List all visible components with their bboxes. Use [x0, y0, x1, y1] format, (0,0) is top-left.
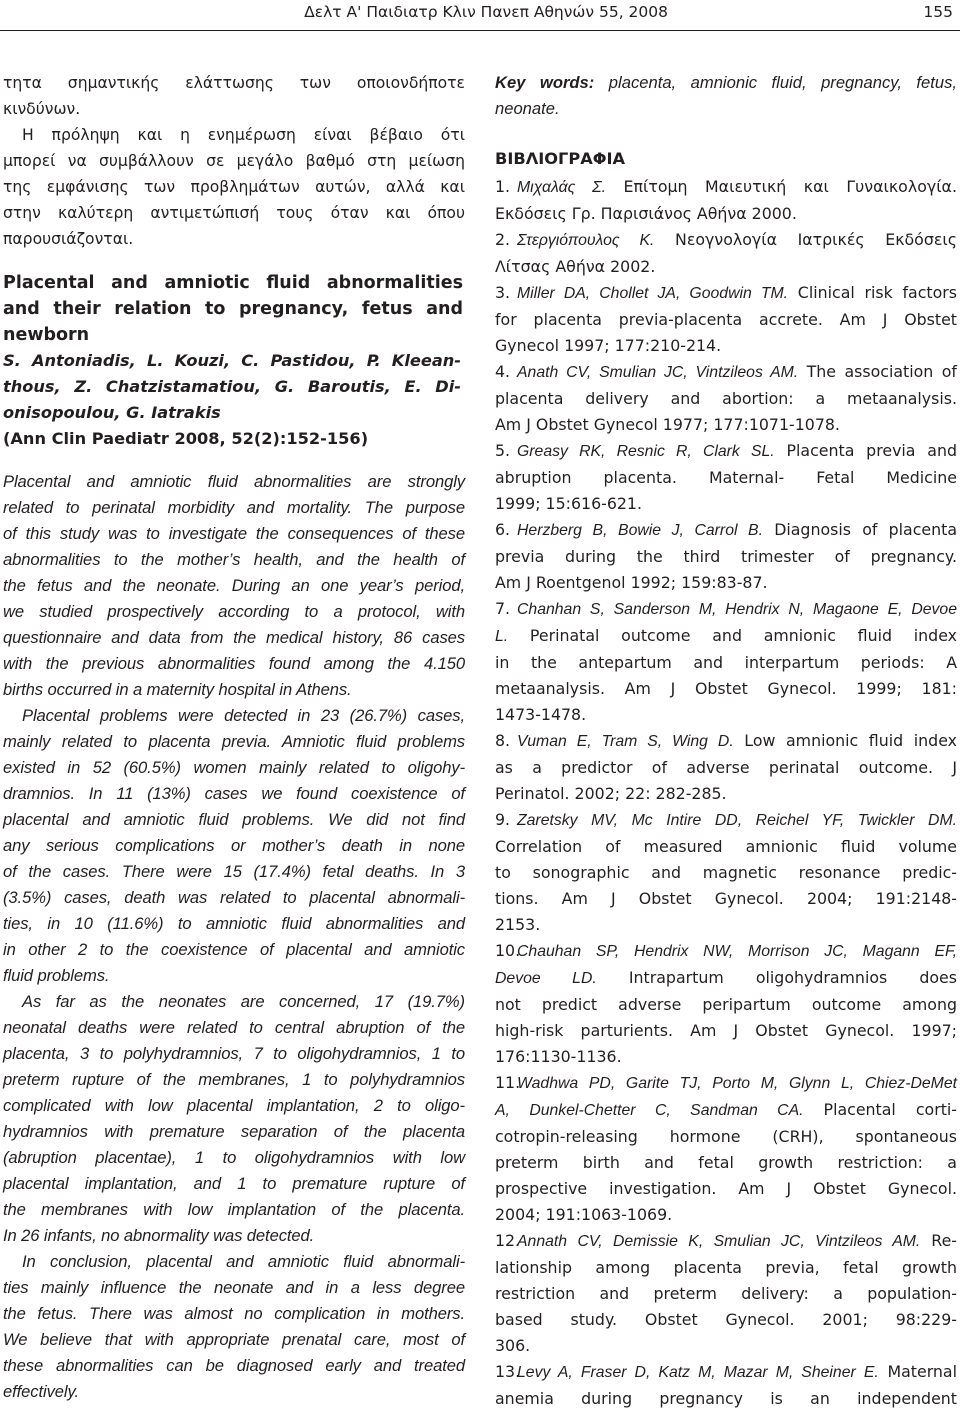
reference-text: The association of — [798, 362, 957, 381]
reference-text: 2153. — [495, 915, 541, 934]
article-citation: (Ann Clin Paediatr 2008, 52(2):152-156) — [3, 429, 369, 448]
abstract-line: births occurred in a maternity hospital in Athens. — [3, 680, 352, 699]
abstract-line: ties mainly influence the neonate and in a less degree — [3, 1278, 465, 1297]
article-title — [3, 270, 463, 348]
reference-authors: Vuman E, Tram S, Wing D. — [517, 733, 734, 750]
reference-text: Maternal — [878, 1362, 957, 1381]
abstract-line: hydramnios with premature separation of the placenta — [3, 1122, 465, 1141]
abstract-line: dramnios. In 11 (13%) cases we found coexistence of — [3, 784, 465, 803]
reference-text: in the antepartum and interpartum periods: A — [495, 653, 957, 672]
reference-text: Perinatal outcome and amnionic fluid index — [508, 626, 957, 645]
reference-list — [495, 174, 957, 1412]
abstract-line: of the cases. There were 15 (17.4%) fetal deaths. In 3 — [3, 862, 465, 881]
reference-text: Am J Roentgenol 1992; 159:83-87. — [495, 573, 768, 592]
text-line: Η πρόληψη και η ενημέρωση είναι βέβαιο ότι — [22, 126, 465, 144]
reference-text: Intrapartum oligohydramnios does — [596, 968, 957, 987]
reference-item — [495, 227, 957, 280]
abstract-line: mainly related to placenta previa. Amniotic fluid problems — [3, 732, 465, 751]
abstract-line: abnormalities to the mother’s health, and the health of — [3, 550, 465, 569]
reference-text: 2004; 191:1063-1069. — [495, 1205, 673, 1224]
abstract-line: with the previous abnormalities found among the 4.150 — [3, 654, 465, 673]
text-line: της εμφάνισης των προβλημάτων αυτών, αλλά και — [3, 178, 465, 196]
reference-text: as a predictor of adverse perinatal outcome. J — [495, 758, 957, 777]
abstract-line: the fetus and the neonate. During an one year’s period, — [3, 576, 465, 595]
reference-text: restriction and preterm delivery: a population- — [495, 1284, 957, 1303]
abstract-line: In 26 infants, no abnormality was detected. — [3, 1226, 315, 1245]
abstract-line: we studied prospectively according to a protocol, with — [3, 602, 465, 621]
reference-text: Diagnosis of placenta — [763, 520, 958, 539]
text-line: μπορεί να συμβάλλουν σε μεγάλο βαθμό στη μείωση — [3, 152, 465, 170]
right-column — [495, 70, 957, 1412]
reference-text: lationship among placenta previa, fetal growth — [495, 1258, 957, 1277]
reference-authors: A, Dunkel-Chetter C, Sandman CA. — [495, 1102, 804, 1119]
reference-authors: Στεργιόπουλος Κ. — [517, 232, 655, 249]
reference-authors: Chanhan S, Sanderson M, Hendrix N, Magaone E, Devoe — [517, 601, 957, 618]
reference-text: based study. Obstet Gynecol. 2001; 98:229- — [495, 1310, 957, 1329]
abstract-line: ties, in 10 (11.6%) to amniotic fluid abnormalities and — [3, 914, 465, 933]
reference-number: 13. — [495, 1362, 521, 1381]
reference-item — [495, 596, 957, 728]
reference-item — [495, 728, 957, 807]
abstract-line: questionnaire and data from the medical history, 86 cases — [3, 628, 465, 647]
reference-text: Low amnionic fluid index — [733, 731, 957, 750]
abstract-line: complicated with low placental implantation, 2 to oligo- — [3, 1096, 465, 1115]
reference-text: Gynecol 1997; 177:210-214. — [495, 336, 722, 355]
reference-item — [495, 438, 957, 517]
bibliography-heading: ΒΙΒΛΙΟΓΡΑΦΙΑ — [495, 149, 626, 168]
reference-authors: Herzberg B, Bowie J, Carrol B. — [517, 522, 763, 539]
keywords-line — [495, 70, 957, 96]
reference-text: Correlation of measured amnionic fluid volume — [495, 837, 957, 856]
abstract-line: existed in 52 (60.5%) women mainly related to oligohy- — [3, 758, 465, 777]
reference-text: placenta delivery and abortion: a metaanalysis. — [495, 389, 957, 408]
reference-text: anemia during pregnancy is an independent — [495, 1389, 957, 1408]
reference-authors: Wadhwa PD, Garite TJ, Porto M, Glynn L, Chiez-DeMet — [517, 1075, 957, 1092]
reference-text: Νεογνολογία Ιατρικές Εκδόσεις — [654, 230, 958, 249]
reference-text: tions. Am J Obstet Gynecol. 2004; 191:2148- — [495, 889, 957, 908]
abstract-line: As far as the neonates are concerned, 17 (19.7%) — [22, 992, 465, 1011]
abstract-line: (abruption placentae), 1 to oligohydramnios with low — [3, 1148, 465, 1167]
reference-text: abruption placenta. Maternal- Fetal Medicine — [495, 468, 957, 487]
reference-text: prospective investigation. Am J Obstet Gynecol. — [495, 1179, 957, 1198]
authors-line: onisopoulou, G. Iatrakis — [3, 403, 221, 422]
reference-item — [495, 280, 957, 359]
reference-authors: Zaretsky MV, Mc Intire DD, Reichel YF, Twickler DM. — [517, 812, 957, 829]
reference-authors: Chauhan SP, Hendrix NW, Morrison JC, Magann EF, — [517, 943, 957, 960]
reference-text: Perinatol. 2002; 22: 282-285. — [495, 784, 727, 803]
reference-number: 7. — [495, 599, 511, 618]
abstract-line: any serious complications or mother’s death in none — [3, 836, 465, 855]
text-line: στην καλύτερη αντιμετώπισή τους όταν και όπου — [3, 204, 465, 222]
reference-text: Λίτσας Αθήνα 2002. — [495, 257, 656, 276]
abstract-line: Placental and amniotic fluid abnormalities are strongly — [3, 472, 465, 491]
abstract-line: effectively. — [3, 1382, 79, 1401]
reference-number: 6. — [495, 520, 511, 539]
reference-text: high-risk parturients. Am J Obstet Gynecol. 1997; — [495, 1021, 957, 1040]
keywords-line: neonate. — [495, 99, 560, 118]
reference-text: Placenta previa and — [774, 441, 957, 460]
reference-number: 10. — [495, 941, 521, 960]
title-line: newborn — [3, 325, 90, 345]
reference-authors: Miller DA, Chollet JA, Goodwin TM. — [517, 285, 789, 302]
reference-text: 1999; 15:616-621. — [495, 494, 642, 513]
reference-item — [495, 517, 957, 596]
reference-authors: Anath CV, Smulian JC, Vintzileos AM. — [517, 364, 799, 381]
greek-text — [3, 70, 465, 252]
reference-text: preterm birth and fetal growth restriction: a — [495, 1153, 957, 1172]
abstract-line: preterm rupture of the membranes, 1 to polyhydramnios — [3, 1070, 465, 1089]
reference-text: Placental corti- — [803, 1100, 957, 1119]
reference-text: cotropin-releasing hormone (CRH), spontaneous — [495, 1127, 957, 1146]
article-authors — [3, 348, 461, 426]
reference-authors: Levy A, Fraser D, Katz M, Mazar M, Sheiner E. — [517, 1364, 879, 1381]
abstract-line: the membranes with low implantation of the placenta. — [3, 1200, 465, 1219]
reference-item — [495, 359, 957, 438]
reference-text: Επίτομη Μαιευτική και Γυναικολογία. — [606, 177, 957, 196]
reference-number: 2. — [495, 230, 511, 249]
reference-number: 4. — [495, 362, 511, 381]
title-line: and their relation to pregnancy, fetus and — [3, 299, 463, 319]
abstract-line: these abnormalities can be diagnosed early and treated — [3, 1356, 465, 1375]
reference-authors: Devoe LD. — [495, 970, 597, 987]
text-line: παρουσιάζονται. — [3, 230, 134, 248]
abstract-line: the fetus. There was almost no complication in mothers. — [3, 1304, 465, 1323]
authors-line: thous, Z. Chatzistamatiou, G. Baroutis, E. Di- — [3, 377, 461, 396]
text-line: τητα σημαντικής ελάττωσης των οποιονδήποτε — [3, 74, 465, 92]
reference-text: not predict adverse peripartum outcome among — [495, 995, 957, 1014]
reference-text: Re- — [920, 1231, 957, 1250]
reference-number: 12. — [495, 1231, 521, 1250]
reference-authors: L. — [495, 628, 509, 645]
abstract-line: of this study was to investigate the consequences of these — [3, 524, 465, 543]
abstract-line: placental implantation, and 1 to premature rupture of — [3, 1174, 465, 1193]
reference-text: Clinical risk factors — [788, 283, 957, 302]
running-header — [0, 0, 960, 30]
reference-number: 9. — [495, 810, 511, 829]
reference-item — [495, 807, 957, 938]
reference-text: metaanalysis. Am J Obstet Gynecol. 1999; 181: — [495, 679, 957, 698]
abstract-line: placenta, 3 to polyhydramnios, 7 to oligohydramnios, 1 to — [3, 1044, 465, 1063]
reference-authors: Annath CV, Demissie K, Smulian JC, Vintzileos AM. — [517, 1233, 921, 1250]
abstract-line: related to perinatal morbidity and mortality. The purpose — [3, 498, 465, 517]
reference-number: 11. — [495, 1073, 521, 1092]
reference-number: 5. — [495, 441, 511, 460]
reference-text: 1473-1478. — [495, 705, 587, 724]
reference-item — [495, 1228, 957, 1359]
reference-item — [495, 1359, 957, 1412]
abstract-line: In conclusion, placental and amniotic fluid abnormali- — [22, 1252, 465, 1271]
abstract-line: in other 2 to the coexistence of placental and amniotic — [3, 940, 465, 959]
reference-text: 306. — [495, 1336, 531, 1355]
keywords-text: placenta, amnionic fluid, pregnancy, fetus, — [594, 73, 958, 92]
abstract — [3, 469, 465, 1405]
left-column — [3, 70, 465, 1405]
journal-title: Δελτ Α' Παιδιατρ Κλιν Πανεπ Αθηνών 55, 2008 — [304, 3, 668, 21]
reference-item — [495, 174, 957, 227]
reference-number: 8. — [495, 731, 511, 750]
header-rule — [0, 30, 960, 31]
reference-item — [495, 938, 957, 1070]
abstract-line: placental and amniotic fluid problems. We did not find — [3, 810, 465, 829]
reference-text: Εκδόσεις Γρ. Παρισιάνος Αθήνα 2000. — [495, 204, 797, 223]
title-line: Placental and amniotic fluid abnormalities — [3, 273, 463, 293]
reference-text: 176:1130-1136. — [495, 1047, 622, 1066]
abstract-line: Placental problems were detected in 23 (26.7%) cases, — [22, 706, 465, 725]
abstract-line: (3.5%) cases, death was related to placental abnormali- — [3, 888, 465, 907]
keywords-label: Key words: — [495, 73, 595, 92]
abstract-line: neonatal deaths were related to central abruption of the — [3, 1018, 465, 1037]
reference-authors: Greasy RK, Resnic R, Clark SL. — [517, 443, 775, 460]
reference-text: for placenta previa-placenta accrete. Am J Obstet — [495, 310, 957, 329]
reference-number: 3. — [495, 283, 511, 302]
abstract-line: fluid problems. — [3, 966, 110, 985]
reference-text: to sonographic and magnetic resonance predic- — [495, 863, 957, 882]
reference-number: 1. — [495, 177, 511, 196]
text-line: κινδύνων. — [3, 100, 81, 118]
reference-text: Am J Obstet Gynecol 1977; 177:1071-1078. — [495, 415, 840, 434]
keywords — [495, 70, 957, 122]
page-number: 155 — [923, 3, 953, 21]
reference-authors: Μιχαλάς Σ. — [517, 179, 606, 196]
abstract-line: We believe that with appropriate prenatal care, most of — [3, 1330, 465, 1349]
authors-line: S. Antoniadis, L. Kouzi, C. Pastidou, P. Kleean- — [3, 351, 461, 370]
reference-text: previa during the third trimester of pregnancy. — [495, 547, 957, 566]
reference-item — [495, 1070, 957, 1228]
